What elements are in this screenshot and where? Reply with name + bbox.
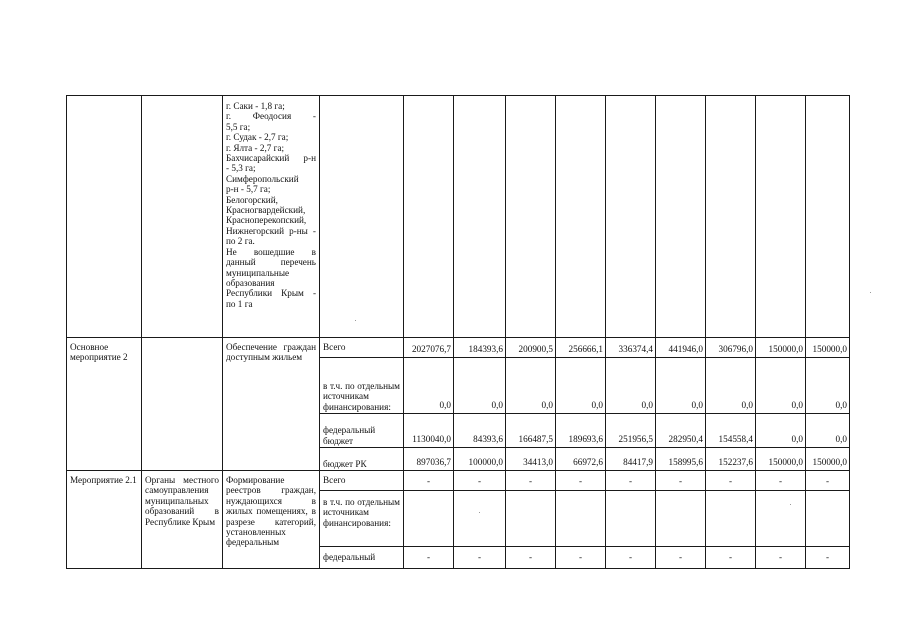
value-cell: 150000,0 bbox=[756, 338, 806, 358]
value-cell: - bbox=[706, 471, 756, 491]
value-cell: 0,0 bbox=[806, 414, 850, 448]
value-cell bbox=[706, 491, 756, 547]
value-cell: 282950,4 bbox=[656, 414, 706, 448]
value-cell: 34413,0 bbox=[506, 448, 556, 471]
description-cell: Формирование реестров граждан, нуждающихся в жилых помещениях, в разрезе категорий, установленных федеральным bbox=[223, 471, 320, 569]
scan-speck bbox=[355, 320, 356, 321]
municipality-line: Нижнегорский р-ны - bbox=[226, 225, 316, 236]
municipality-line: г. Ялта - 2,7 га; bbox=[226, 142, 285, 153]
municipality-line: Красноперекопский, bbox=[226, 215, 307, 226]
value-cell bbox=[404, 96, 454, 338]
value-cell: 150000,0 bbox=[806, 448, 850, 471]
value-cell bbox=[454, 96, 506, 338]
value-cell: - bbox=[756, 471, 806, 491]
value-cell: 0,0 bbox=[454, 358, 506, 414]
value-cell: - bbox=[556, 471, 606, 491]
value-cell: 256666,1 bbox=[556, 338, 606, 358]
value-cell bbox=[606, 96, 656, 338]
value-cell bbox=[656, 491, 706, 547]
value-cell: 0,0 bbox=[506, 358, 556, 414]
value-cell bbox=[806, 491, 850, 547]
value-cell: - bbox=[656, 547, 706, 569]
source-cell: в т.ч. по отдельным источникам финансирования: bbox=[320, 358, 404, 414]
value-cell bbox=[454, 491, 506, 547]
value-cell: - bbox=[454, 547, 506, 569]
value-cell: - bbox=[806, 471, 850, 491]
source-cell: федеральный bbox=[320, 547, 404, 569]
value-cell: 100000,0 bbox=[454, 448, 506, 471]
value-cell: 1130040,0 bbox=[404, 414, 454, 448]
value-cell bbox=[556, 96, 606, 338]
table-row bbox=[67, 338, 850, 358]
executor-cell bbox=[142, 338, 223, 471]
value-cell: 158995,6 bbox=[656, 448, 706, 471]
value-cell bbox=[756, 491, 806, 547]
value-cell: 184393,6 bbox=[454, 338, 506, 358]
municipality-line: - 5,3 га; bbox=[226, 163, 256, 174]
municipality-line: Симферопольский bbox=[226, 173, 299, 184]
value-cell: 200900,5 bbox=[506, 338, 556, 358]
value-cell bbox=[556, 491, 606, 547]
value-cell bbox=[706, 96, 756, 338]
scan-speck bbox=[479, 512, 480, 513]
source-cell: бюджет РК bbox=[320, 448, 404, 471]
value-cell: 150000,0 bbox=[756, 448, 806, 471]
source-cell: в т.ч. по отдельным источникам финансирования: bbox=[320, 491, 404, 547]
municipality-line: данный перечень bbox=[226, 257, 316, 268]
value-cell: 2027076,7 bbox=[404, 338, 454, 358]
event-name-cell bbox=[67, 96, 142, 338]
executor-cell: Органы местного самоуправления муниципальных образований в Республике Крым bbox=[142, 471, 223, 569]
value-cell: 154558,4 bbox=[706, 414, 756, 448]
value-cell bbox=[756, 96, 806, 338]
value-cell bbox=[656, 96, 706, 338]
value-cell bbox=[806, 96, 850, 338]
program-financing-table bbox=[66, 95, 850, 569]
value-cell: - bbox=[806, 547, 850, 569]
description-cell: Обеспечение граждан доступным жильем bbox=[223, 338, 320, 471]
value-cell: - bbox=[454, 471, 506, 491]
value-cell: - bbox=[756, 547, 806, 569]
value-cell bbox=[506, 96, 556, 338]
municipality-line: р-н - 5,7 га; bbox=[226, 184, 271, 195]
value-cell: - bbox=[506, 547, 556, 569]
municipality-line: Бахчисарайский р-н bbox=[226, 153, 316, 164]
value-cell: - bbox=[506, 471, 556, 491]
value-cell: 166487,5 bbox=[506, 414, 556, 448]
value-cell: 251956,5 bbox=[606, 414, 656, 448]
event-name-cell: Основное мероприятие 2 bbox=[67, 338, 142, 471]
value-cell: 152237,6 bbox=[706, 448, 756, 471]
scan-speck bbox=[870, 292, 871, 293]
value-cell: 0,0 bbox=[756, 358, 806, 414]
value-cell: 189693,6 bbox=[556, 414, 606, 448]
value-cell: - bbox=[606, 471, 656, 491]
source-cell: Всего bbox=[320, 471, 404, 491]
value-cell: 0,0 bbox=[656, 358, 706, 414]
value-cell: 306796,0 bbox=[706, 338, 756, 358]
value-cell: 66972,6 bbox=[556, 448, 606, 471]
value-cell bbox=[506, 491, 556, 547]
value-cell: 897036,7 bbox=[404, 448, 454, 471]
source-cell bbox=[320, 96, 404, 338]
value-cell: - bbox=[404, 547, 454, 569]
municipality-line: г. Судак - 2,7 га; bbox=[226, 132, 289, 143]
value-cell: 0,0 bbox=[556, 358, 606, 414]
value-cell: 441946,0 bbox=[656, 338, 706, 358]
value-cell: - bbox=[706, 547, 756, 569]
municipality-line: Белогорский, bbox=[226, 194, 278, 205]
municipality-line: Республики Крым - bbox=[226, 288, 316, 299]
value-cell: 0,0 bbox=[606, 358, 656, 414]
executor-cell bbox=[142, 96, 223, 338]
value-cell: 336374,4 bbox=[606, 338, 656, 358]
municipality-line: г. Феодосия - bbox=[226, 111, 316, 122]
event-name-cell: Мероприятие 2.1 bbox=[67, 471, 142, 569]
municipality-line: 5,5 га; bbox=[226, 121, 251, 132]
municipality-line: Красногвардейский, bbox=[226, 205, 306, 216]
value-cell: 0,0 bbox=[756, 414, 806, 448]
municipality-line: по 2 га. bbox=[226, 236, 255, 247]
municipality-line: Не вошедшие в bbox=[226, 246, 316, 257]
value-cell bbox=[606, 491, 656, 547]
value-cell: - bbox=[606, 547, 656, 569]
municipality-line: муниципальные bbox=[226, 267, 290, 278]
value-cell: 150000,0 bbox=[806, 338, 850, 358]
value-cell: 84393,6 bbox=[454, 414, 506, 448]
value-cell: - bbox=[556, 547, 606, 569]
source-cell: федеральный бюджет bbox=[320, 414, 404, 448]
value-cell: - bbox=[404, 471, 454, 491]
value-cell: 84417,9 bbox=[606, 448, 656, 471]
scan-speck bbox=[790, 504, 791, 505]
municipality-list-cell bbox=[223, 96, 320, 338]
table-row bbox=[67, 471, 850, 491]
value-cell: 0,0 bbox=[806, 358, 850, 414]
continuation-row bbox=[67, 96, 850, 338]
municipality-line: образования bbox=[226, 277, 275, 288]
value-cell: 0,0 bbox=[706, 358, 756, 414]
value-cell: 0,0 bbox=[404, 358, 454, 414]
value-cell bbox=[404, 491, 454, 547]
source-cell: Всего bbox=[320, 338, 404, 358]
municipality-line: по 1 га bbox=[226, 298, 253, 309]
municipality-line: г. Саки - 1,8 га; bbox=[226, 101, 285, 111]
value-cell: - bbox=[656, 471, 706, 491]
